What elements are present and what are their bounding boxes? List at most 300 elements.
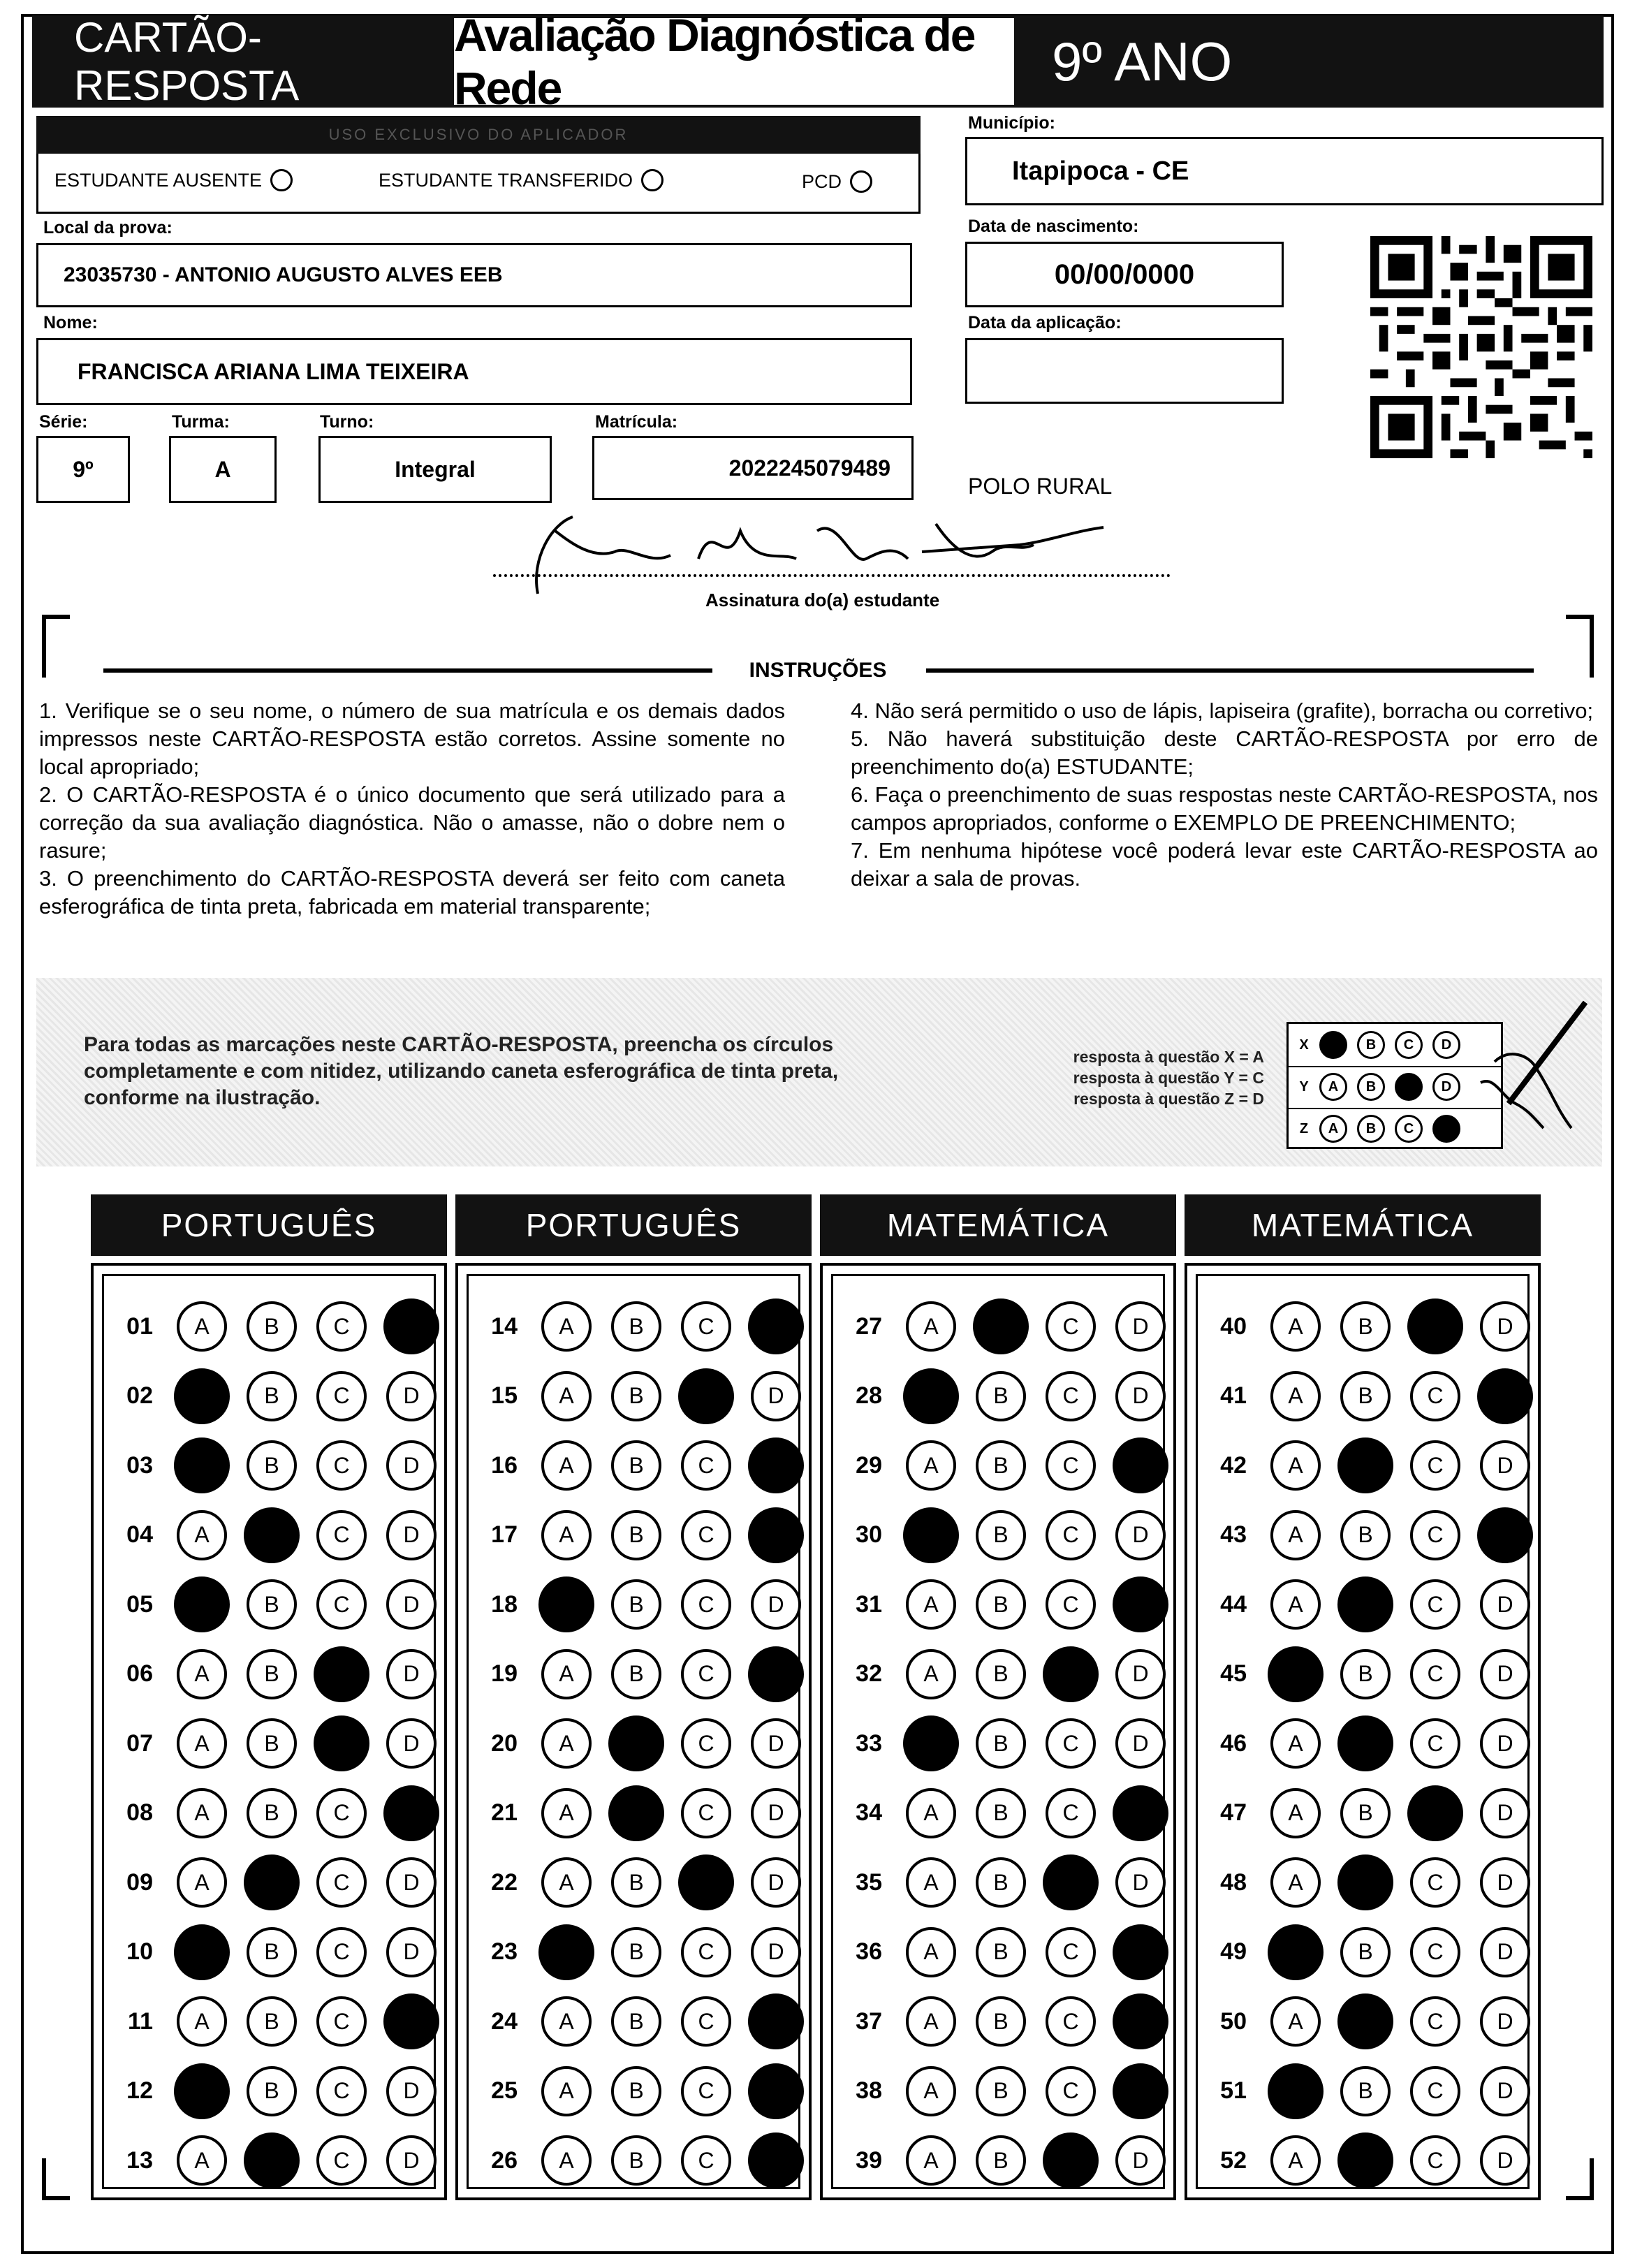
question-row	[104, 1578, 437, 1631]
question-row	[104, 2134, 437, 2187]
question-number: 17	[491, 1521, 518, 1548]
answer-bubble-a[interactable]: A	[906, 1927, 956, 1977]
answer-bubble-b[interactable]	[1337, 1854, 1393, 1910]
answer-bubble-d[interactable]	[1477, 1368, 1533, 1424]
question-number: 29	[856, 1451, 882, 1479]
turma-field: A	[169, 436, 277, 503]
answer-bubble-c[interactable]	[314, 1646, 369, 1702]
answer-bubble-c[interactable]: C	[681, 1649, 731, 1699]
answer-bubble-b[interactable]: B	[1340, 1927, 1391, 1977]
answer-bubble-c[interactable]: C	[1410, 1579, 1460, 1630]
answer-bubble-d[interactable]	[1113, 1785, 1168, 1841]
answer-bubble-b[interactable]: B	[976, 1649, 1026, 1699]
answer-bubble-c[interactable]: C	[316, 1927, 367, 1977]
answer-bubble-b[interactable]: B	[976, 1718, 1026, 1769]
answer-bubble-a[interactable]: A	[177, 1510, 227, 1560]
answer-bubble-d[interactable]: D	[386, 1579, 437, 1630]
answer-bubble-b[interactable]: B	[976, 1440, 1026, 1491]
answer-bubble-b[interactable]: B	[247, 1649, 297, 1699]
answer-column-inner	[1196, 1274, 1530, 2189]
answer-bubble-b[interactable]: B	[1340, 1301, 1391, 1352]
example-bubble-c: C	[1395, 1115, 1423, 1143]
question-row	[104, 1648, 437, 1701]
answer-bubble-b[interactable]: B	[611, 1510, 661, 1560]
answer-bubble-a[interactable]: A	[906, 2135, 956, 2186]
answer-bubble-b[interactable]: B	[976, 1371, 1026, 1421]
answer-bubble-c[interactable]: C	[1046, 1440, 1096, 1491]
answer-bubble-d[interactable]: D	[751, 1788, 801, 1838]
answer-bubble-b[interactable]: B	[611, 1857, 661, 1908]
answer-bubble-c[interactable]: C	[1046, 1788, 1096, 1838]
answer-bubble-b[interactable]: B	[976, 1996, 1026, 2047]
answer-bubble-a[interactable]: A	[1270, 1857, 1321, 1908]
answer-bubble-a[interactable]: A	[1270, 1996, 1321, 2047]
question-row	[833, 1439, 1166, 1492]
answer-bubble-a[interactable]	[174, 1576, 230, 1632]
answer-bubble-a[interactable]: A	[541, 1371, 592, 1421]
answer-bubble-d[interactable]: D	[1115, 1649, 1166, 1699]
answer-bubble-a[interactable]: A	[1270, 1788, 1321, 1838]
question-number: 05	[126, 1590, 153, 1618]
answer-bubble-d[interactable]: D	[1480, 1718, 1530, 1769]
answer-bubble-d[interactable]	[748, 2132, 804, 2188]
transferred-radio[interactable]	[641, 169, 663, 191]
answer-bubble-a[interactable]: A	[177, 2135, 227, 2186]
answer-bubble-b[interactable]: B	[611, 2066, 661, 2116]
question-number: 08	[126, 1799, 153, 1826]
answer-bubble-b[interactable]: B	[976, 1927, 1026, 1977]
answer-bubble-d[interactable]: D	[1480, 1996, 1530, 2047]
answer-bubble-d[interactable]: D	[1480, 1579, 1530, 1630]
question-number: 28	[856, 1382, 882, 1409]
answer-column	[91, 1263, 447, 2200]
answer-bubble-a[interactable]: A	[1270, 1301, 1321, 1352]
answer-bubble-c[interactable]: C	[1046, 1718, 1096, 1769]
question-number: 23	[491, 1938, 518, 1965]
answer-bubble-b[interactable]: B	[611, 1440, 661, 1491]
answer-bubble-a[interactable]: A	[906, 1788, 956, 1838]
answer-bubble-d[interactable]: D	[1115, 1857, 1166, 1908]
answer-bubble-a[interactable]	[903, 1368, 959, 1424]
answer-bubble-d[interactable]: D	[1480, 1440, 1530, 1491]
answer-bubble-c[interactable]: C	[1046, 1510, 1096, 1560]
answer-bubble-c[interactable]: C	[1046, 1996, 1096, 2047]
answer-bubble-d[interactable]	[1113, 1437, 1168, 1493]
answer-bubble-b[interactable]	[1337, 1576, 1393, 1632]
answer-bubble-a[interactable]	[174, 1924, 230, 1980]
question-row	[104, 1370, 437, 1423]
question-number: 35	[856, 1868, 882, 1896]
answer-bubble-a[interactable]: A	[177, 1788, 227, 1838]
answer-bubble-a[interactable]	[903, 1507, 959, 1563]
answer-bubble-d[interactable]: D	[386, 2066, 437, 2116]
answer-bubble-d[interactable]: D	[751, 1371, 801, 1421]
answer-bubble-a[interactable]: A	[906, 1579, 956, 1630]
question-number: 02	[126, 1382, 153, 1409]
question-row	[833, 1787, 1166, 1840]
answer-bubble-a[interactable]: A	[906, 1649, 956, 1699]
answer-bubble-c[interactable]: C	[1046, 1301, 1096, 1352]
answer-bubble-c[interactable]: C	[1046, 1371, 1096, 1421]
answer-bubble-b[interactable]: B	[1340, 2066, 1391, 2116]
answer-bubble-c[interactable]: C	[681, 1440, 731, 1491]
subject-header: PORTUGUÊS	[91, 1194, 447, 1256]
instructions-left-column	[39, 697, 785, 921]
question-row	[469, 1926, 801, 1979]
question-number: 25	[491, 2077, 518, 2104]
answer-bubble-b[interactable]	[244, 1854, 300, 1910]
sheet-title: CARTÃO-RESPOSTA	[32, 15, 451, 108]
answer-bubble-a[interactable]: A	[177, 1857, 227, 1908]
answer-bubble-c[interactable]: C	[681, 1996, 731, 2047]
polo-label: POLO RURAL	[968, 474, 1113, 499]
answer-bubble-b[interactable]: B	[1340, 1371, 1391, 1421]
answer-bubble-d[interactable]	[1477, 1507, 1533, 1563]
answer-bubble-b[interactable]	[1337, 2132, 1393, 2188]
answer-bubble-b[interactable]: B	[611, 1371, 661, 1421]
question-number: 18	[491, 1590, 518, 1618]
answer-bubble-b[interactable]: B	[1340, 1788, 1391, 1838]
answer-bubble-a[interactable]: A	[541, 1718, 592, 1769]
question-row	[469, 1856, 801, 1909]
answer-bubble-d[interactable]	[1113, 2063, 1168, 2119]
question-row	[833, 1370, 1166, 1423]
answer-bubble-d[interactable]	[383, 1785, 439, 1841]
answer-bubble-c[interactable]: C	[681, 2135, 731, 2186]
answer-bubble-d[interactable]: D	[1115, 1718, 1166, 1769]
question-number: 43	[1220, 1521, 1247, 1548]
question-row	[104, 1509, 437, 1562]
answer-bubble-d[interactable]	[1113, 1993, 1168, 2049]
qr-code-icon	[1370, 236, 1592, 458]
answer-bubble-a[interactable]: A	[1270, 1371, 1321, 1421]
example-legend-x: resposta à questão X = A	[1073, 1048, 1264, 1066]
answer-bubble-c[interactable]: C	[1410, 1857, 1460, 1908]
answer-bubble-a[interactable]: A	[541, 1649, 592, 1699]
answer-bubble-a[interactable]	[174, 1437, 230, 1493]
answer-bubble-d[interactable]: D	[751, 1857, 801, 1908]
answer-bubble-c[interactable]: C	[1410, 1440, 1460, 1491]
answer-bubble-a[interactable]: A	[1270, 1579, 1321, 1630]
question-number: 13	[126, 2146, 153, 2174]
answer-bubble-a[interactable]: A	[541, 1996, 592, 2047]
answer-bubble-c[interactable]: C	[681, 1510, 731, 1560]
question-number: 24	[491, 2007, 518, 2035]
answer-bubble-c[interactable]: C	[1410, 1510, 1460, 1560]
answer-bubble-c[interactable]: C	[1410, 1649, 1460, 1699]
answer-bubble-c[interactable]	[1043, 1646, 1099, 1702]
answer-bubble-a[interactable]	[1268, 2063, 1324, 2119]
instructions-title: INSTRUÇÕES	[749, 659, 887, 682]
question-row	[469, 1787, 801, 1840]
question-row	[1198, 1578, 1530, 1631]
question-number: 12	[126, 2077, 153, 2104]
answer-bubble-a[interactable]: A	[1270, 1718, 1321, 1769]
answer-bubble-b[interactable]: B	[247, 1718, 297, 1769]
answer-bubble-b[interactable]: B	[247, 1996, 297, 2047]
answer-bubble-c[interactable]	[678, 1368, 734, 1424]
answer-bubble-a[interactable]	[538, 1576, 594, 1632]
question-number: 34	[856, 1799, 882, 1826]
question-number: 52	[1220, 2146, 1247, 2174]
answer-bubble-b[interactable]: B	[247, 1440, 297, 1491]
answer-bubble-c[interactable]: C	[681, 1927, 731, 1977]
answer-bubble-a[interactable]	[1268, 1646, 1324, 1702]
example-legend-y: resposta à questão Y = C	[1073, 1069, 1264, 1087]
answer-bubble-c[interactable]: C	[316, 1440, 367, 1491]
answer-bubble-d[interactable]	[748, 2063, 804, 2119]
question-number: 41	[1220, 1382, 1247, 1409]
answer-bubble-c[interactable]: C	[316, 1996, 367, 2047]
answer-bubble-c[interactable]	[1043, 1854, 1099, 1910]
example-bubble-c: C	[1395, 1031, 1423, 1059]
answer-bubble-a[interactable]: A	[906, 1996, 956, 2047]
answer-bubble-c[interactable]: C	[1410, 1371, 1460, 1421]
answer-bubble-b[interactable]: B	[976, 1857, 1026, 1908]
example-bubble-d: D	[1432, 1031, 1460, 1059]
answer-bubble-a[interactable]: A	[541, 1440, 592, 1491]
instruction-item: 1. Verifique se o seu nome, o número de sua matrícula e os demais dados impressos neste CARTÃO-RESPOSTA estão corretos. Assine somente no local apropriado;	[39, 698, 785, 779]
answer-bubble-d[interactable]	[748, 1437, 804, 1493]
answer-bubble-b[interactable]: B	[247, 1579, 297, 1630]
answer-bubble-d[interactable]: D	[1480, 1301, 1530, 1352]
answer-bubble-d[interactable]: D	[751, 1579, 801, 1630]
signature-label: Assinatura do(a) estudante	[705, 590, 940, 610]
answer-bubble-d[interactable]: D	[1480, 2135, 1530, 2186]
answer-bubble-a[interactable]: A	[541, 2135, 592, 2186]
answer-bubble-d[interactable]: D	[1115, 1510, 1166, 1560]
answer-bubble-d[interactable]: D	[386, 1718, 437, 1769]
question-number: 20	[491, 1729, 518, 1757]
answer-bubble-b[interactable]	[973, 1298, 1029, 1354]
question-number: 06	[126, 1660, 153, 1687]
answer-bubble-b[interactable]: B	[247, 1927, 297, 1977]
answer-bubble-c[interactable]: C	[1410, 2066, 1460, 2116]
answer-bubble-c[interactable]: C	[316, 2135, 367, 2186]
answer-bubble-c[interactable]: C	[316, 1371, 367, 1421]
answer-bubble-c[interactable]: C	[316, 1857, 367, 1908]
answer-bubble-d[interactable]: D	[751, 1927, 801, 1977]
answer-bubble-a[interactable]: A	[541, 1510, 592, 1560]
birth-date-label: Data de nascimento:	[968, 217, 1139, 236]
answer-bubble-a[interactable]	[538, 1924, 594, 1980]
answer-bubble-a[interactable]: A	[177, 1301, 227, 1352]
question-row	[469, 1509, 801, 1562]
answer-bubble-c[interactable]: C	[1410, 1718, 1460, 1769]
answer-bubble-a[interactable]: A	[906, 1301, 956, 1352]
answer-bubble-d[interactable]: D	[1115, 1301, 1166, 1352]
answer-bubble-c[interactable]: C	[681, 2066, 731, 2116]
answer-bubble-c[interactable]: C	[681, 1718, 731, 1769]
answer-bubble-b[interactable]: B	[976, 1579, 1026, 1630]
answer-bubble-d[interactable]: D	[386, 1927, 437, 1977]
answer-bubble-d[interactable]	[1113, 1924, 1168, 1980]
answer-bubble-b[interactable]: B	[247, 1371, 297, 1421]
answer-bubble-c[interactable]: C	[1046, 1579, 1096, 1630]
answer-bubble-b[interactable]: B	[1340, 1649, 1391, 1699]
answer-bubble-a[interactable]: A	[1270, 1440, 1321, 1491]
question-number: 19	[491, 1660, 518, 1687]
answer-bubble-b[interactable]: B	[247, 1301, 297, 1352]
answer-bubble-d[interactable]	[1113, 1576, 1168, 1632]
answer-bubble-d[interactable]: D	[386, 1857, 437, 1908]
answer-bubble-d[interactable]: D	[1480, 1927, 1530, 1977]
answer-bubble-b[interactable]: B	[611, 1301, 661, 1352]
answer-bubble-d[interactable]: D	[751, 1718, 801, 1769]
answer-bubble-a[interactable]: A	[1270, 1510, 1321, 1560]
answer-bubble-d[interactable]: D	[1480, 1788, 1530, 1838]
answer-bubble-c[interactable]: C	[681, 1301, 731, 1352]
absent-radio[interactable]	[270, 169, 293, 191]
answer-bubble-b[interactable]: B	[247, 1788, 297, 1838]
answer-bubble-d[interactable]: D	[386, 1649, 437, 1699]
question-number: 27	[856, 1312, 882, 1340]
answer-bubble-b[interactable]: B	[611, 1996, 661, 2047]
municipio-field: Itapipoca - CE	[965, 137, 1604, 205]
answer-bubble-d[interactable]: D	[1480, 1857, 1530, 1908]
signature-line	[493, 574, 1171, 577]
location-label: Local da prova:	[43, 218, 173, 237]
question-row	[1198, 1370, 1530, 1423]
question-number: 39	[856, 2146, 882, 2174]
answer-bubble-c[interactable]: C	[1410, 1996, 1460, 2047]
question-row	[469, 1578, 801, 1631]
answer-bubble-d[interactable]: D	[386, 1510, 437, 1560]
answer-bubble-b[interactable]: B	[976, 2066, 1026, 2116]
application-date-label: Data da aplicação:	[968, 313, 1122, 332]
answer-bubble-a[interactable]: A	[541, 1857, 592, 1908]
grade-title: 9º ANO	[1017, 15, 1604, 108]
question-row	[469, 1439, 801, 1492]
answer-bubble-b[interactable]	[608, 1785, 664, 1841]
answer-bubble-a[interactable]	[174, 1368, 230, 1424]
answer-bubble-c[interactable]	[314, 1715, 369, 1771]
question-number: 51	[1220, 2077, 1247, 2104]
answer-bubble-d[interactable]	[748, 1646, 804, 1702]
answer-bubble-d[interactable]: D	[1480, 1649, 1530, 1699]
pcd-radio[interactable]	[850, 170, 872, 193]
answer-bubble-b[interactable]	[608, 1715, 664, 1771]
answer-bubble-b[interactable]	[1337, 1715, 1393, 1771]
answer-bubble-c[interactable]: C	[316, 1301, 367, 1352]
answer-bubble-a[interactable]	[174, 2063, 230, 2119]
answer-bubble-d[interactable]: D	[386, 1371, 437, 1421]
answer-bubble-c[interactable]: C	[1410, 1927, 1460, 1977]
turno-field: Integral	[318, 436, 552, 503]
answer-bubble-c[interactable]: C	[316, 1510, 367, 1560]
answer-bubble-b[interactable]	[244, 2132, 300, 2188]
answer-bubble-b[interactable]: B	[976, 1510, 1026, 1560]
answer-bubble-d[interactable]: D	[1115, 2135, 1166, 2186]
answer-bubble-b[interactable]: B	[1340, 1510, 1391, 1560]
hand-pen-icon	[1453, 999, 1592, 1132]
answer-bubble-a[interactable]: A	[541, 1788, 592, 1838]
answer-bubble-b[interactable]	[1337, 1993, 1393, 2049]
pcd-option[interactable]	[802, 170, 872, 193]
answer-bubble-a[interactable]: A	[1270, 2135, 1321, 2186]
answer-bubble-b[interactable]: B	[611, 1579, 661, 1630]
answer-bubble-b[interactable]: B	[976, 2135, 1026, 2186]
answer-bubble-b[interactable]: B	[611, 2135, 661, 2186]
answer-bubble-d[interactable]: D	[386, 2135, 437, 2186]
answer-bubble-b[interactable]: B	[611, 1927, 661, 1977]
answer-bubble-c[interactable]: C	[681, 1579, 731, 1630]
answer-bubble-c[interactable]: C	[316, 1788, 367, 1838]
answer-bubble-d[interactable]	[383, 1993, 439, 2049]
answer-bubble-a[interactable]	[1268, 1924, 1324, 1980]
answer-bubble-b[interactable]: B	[611, 1649, 661, 1699]
question-row	[1198, 1300, 1530, 1353]
transferred-label: ESTUDANTE TRANSFERIDO	[379, 169, 633, 191]
answer-bubble-c[interactable]	[678, 1854, 734, 1910]
answer-bubble-a[interactable]: A	[541, 1301, 592, 1352]
question-number: 11	[128, 2007, 153, 2035]
answer-bubble-c[interactable]: C	[1046, 1927, 1096, 1977]
instructions-rule-left	[103, 668, 712, 673]
answer-bubble-d[interactable]: D	[386, 1440, 437, 1491]
question-row	[833, 2134, 1166, 2187]
question-row	[104, 1787, 437, 1840]
answer-bubble-d[interactable]	[748, 1993, 804, 2049]
question-number: 16	[491, 1451, 518, 1479]
answer-bubble-c[interactable]: C	[681, 1788, 731, 1838]
example-bubble-a: A	[1319, 1115, 1347, 1143]
question-number: 09	[126, 1868, 153, 1896]
absent-option[interactable]	[54, 169, 293, 191]
transferred-option[interactable]	[379, 169, 663, 191]
answer-bubble-d[interactable]	[383, 1298, 439, 1354]
answer-bubble-c[interactable]: C	[1410, 2135, 1460, 2186]
name-label: Nome:	[43, 313, 98, 332]
answer-bubble-b[interactable]: B	[976, 1788, 1026, 1838]
answer-bubble-a[interactable]: A	[177, 1718, 227, 1769]
answer-bubble-c[interactable]: C	[316, 1579, 367, 1630]
answer-bubble-a[interactable]: A	[906, 2066, 956, 2116]
question-row	[833, 1648, 1166, 1701]
question-row	[469, 1370, 801, 1423]
answer-bubble-c[interactable]	[1407, 1785, 1463, 1841]
answer-bubble-b[interactable]: B	[247, 2066, 297, 2116]
birth-date-field: 00/00/0000	[965, 242, 1284, 307]
answer-bubble-a[interactable]: A	[906, 1857, 956, 1908]
question-row	[833, 2065, 1166, 2118]
turno-label: Turno:	[320, 412, 374, 432]
answer-bubble-a[interactable]	[903, 1715, 959, 1771]
answer-bubble-d[interactable]: D	[1115, 1371, 1166, 1421]
question-row	[1198, 2065, 1530, 2118]
answer-bubble-b[interactable]	[1337, 1437, 1393, 1493]
serie-label: Série:	[39, 412, 88, 432]
answer-bubble-b[interactable]	[244, 1507, 300, 1563]
answer-bubble-a[interactable]: A	[906, 1440, 956, 1491]
application-date-field[interactable]	[965, 338, 1284, 404]
instruction-item: 2. O CARTÃO-RESPOSTA é o único documento que será utilizado para a correção da sua avaliação diagnóstica. Não o amasse, não o dobre nem o rasure;	[39, 782, 785, 863]
answer-bubble-d[interactable]: D	[1480, 2066, 1530, 2116]
answer-bubble-a[interactable]: A	[177, 1996, 227, 2047]
answer-bubble-c[interactable]: C	[1046, 2066, 1096, 2116]
answer-bubble-c[interactable]	[1407, 1298, 1463, 1354]
answer-bubble-d[interactable]	[748, 1507, 804, 1563]
answer-bubble-a[interactable]: A	[177, 1649, 227, 1699]
question-number: 30	[856, 1521, 882, 1548]
answer-bubble-c[interactable]	[1043, 2132, 1099, 2188]
question-number: 42	[1220, 1451, 1247, 1479]
answer-bubble-d[interactable]	[748, 1298, 804, 1354]
question-row	[1198, 2134, 1530, 2187]
example-text: Para todas as marcações neste CARTÃO-RESPOSTA, preencha os círculos completamente e com nitidez, utilizando caneta esferográfica de tinta preta, conforme na ilustração.	[84, 1033, 839, 1109]
answer-bubble-c[interactable]: C	[316, 2066, 367, 2116]
answer-bubble-a[interactable]: A	[541, 2066, 592, 2116]
